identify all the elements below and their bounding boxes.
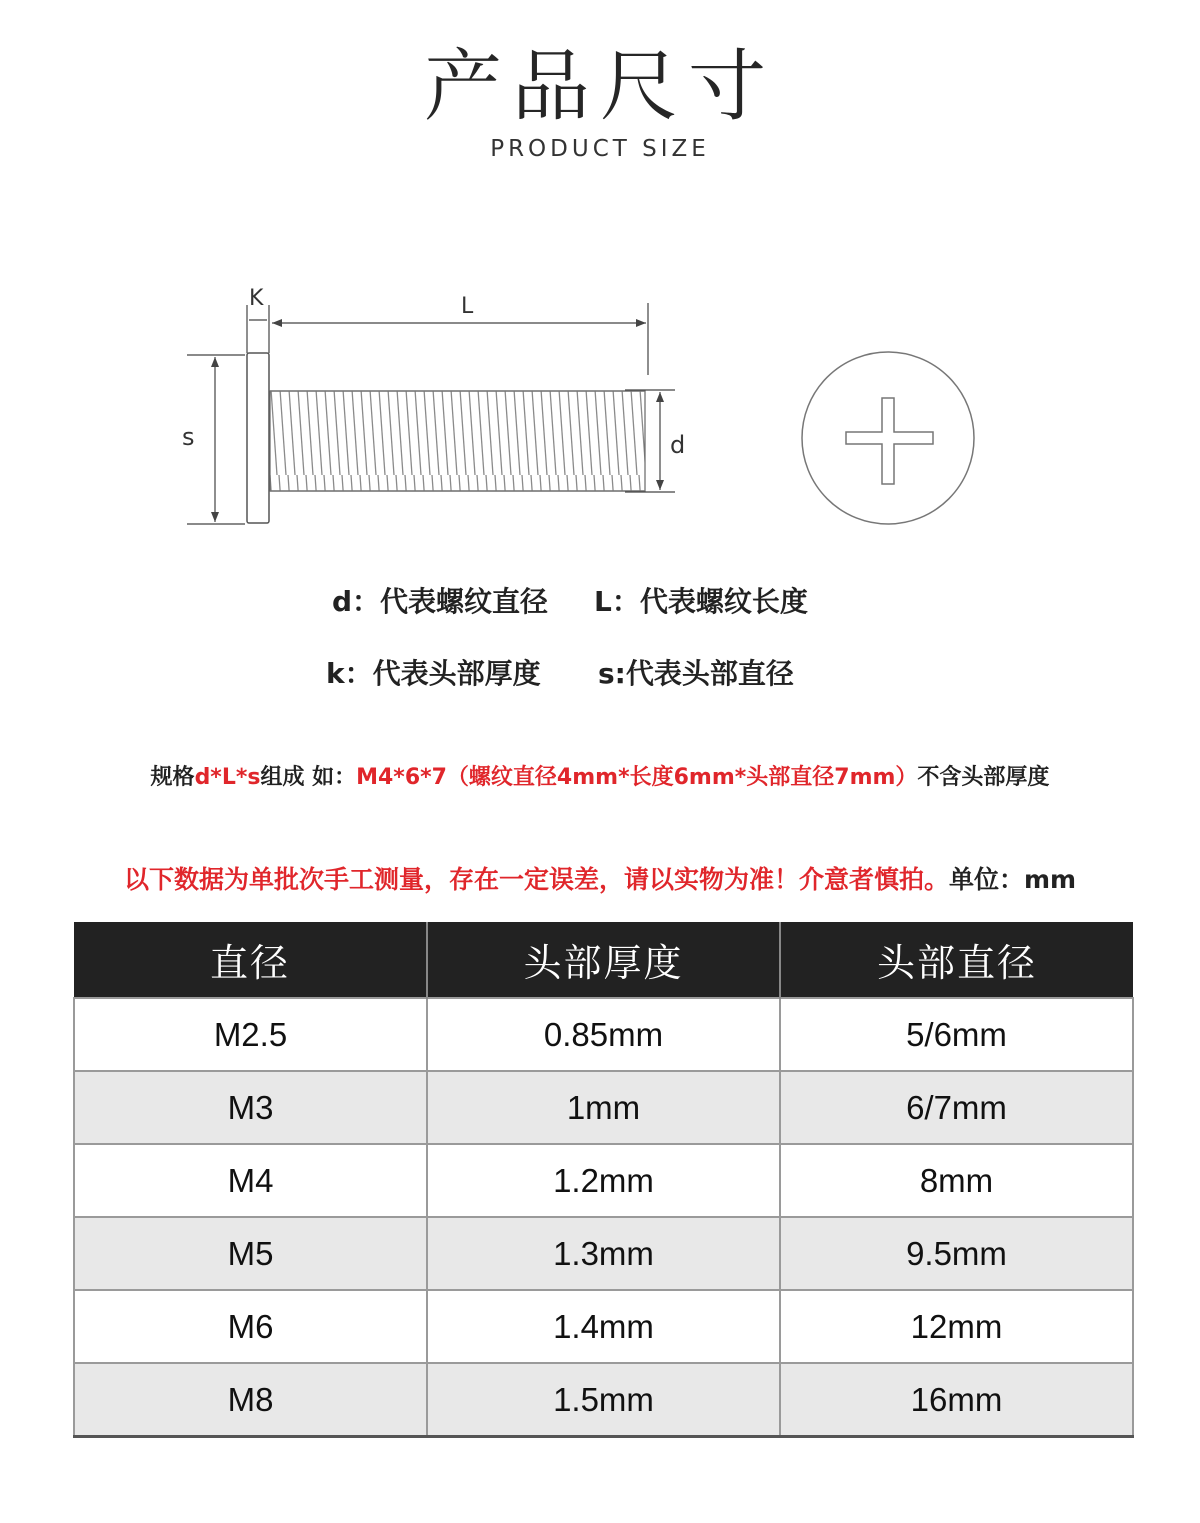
header-head-thickness: 头部厚度 bbox=[427, 922, 780, 998]
spec-prefix: 规格 bbox=[150, 765, 195, 790]
table-row bbox=[74, 1071, 1133, 1144]
cell-head-thickness: 1.5mm bbox=[427, 1363, 780, 1437]
table-row bbox=[74, 1290, 1133, 1363]
table-row bbox=[74, 1144, 1133, 1217]
spec-suffix: 不含头部厚度 bbox=[917, 765, 1050, 790]
cell-diameter: M6 bbox=[74, 1290, 427, 1363]
cell-head-thickness: 1.3mm bbox=[427, 1217, 780, 1290]
spec-example: M4*6*7（螺纹直径4mm*长度6mm*头部直径7mm） bbox=[356, 765, 918, 790]
label-s: s bbox=[182, 423, 195, 451]
cell-head-diameter: 5/6mm bbox=[780, 998, 1133, 1071]
table-row bbox=[74, 998, 1133, 1071]
measurement-note bbox=[0, 860, 1200, 896]
cell-head-thickness: 1mm bbox=[427, 1071, 780, 1144]
label-d: d bbox=[670, 431, 686, 459]
cell-head-thickness: 1.4mm bbox=[427, 1290, 780, 1363]
spec-formula: d*L*s bbox=[194, 765, 261, 790]
header-diameter: 直径 bbox=[74, 922, 427, 998]
screw-shank bbox=[270, 391, 645, 491]
cell-diameter: M8 bbox=[74, 1363, 427, 1437]
label-k: K bbox=[249, 286, 264, 311]
table-row bbox=[74, 1363, 1133, 1437]
note-unit: 单位：mm bbox=[948, 865, 1077, 894]
cell-head-diameter: 6/7mm bbox=[780, 1071, 1133, 1144]
note-warning: 以下数据为单批次手工测量，存在一定误差，请以实物为准！介意者慎拍。 bbox=[123, 865, 949, 894]
cell-head-thickness: 0.85mm bbox=[427, 998, 780, 1071]
legend-k: k：代表头部厚度 bbox=[326, 657, 541, 690]
screw-dimension-diagram bbox=[170, 275, 990, 545]
legend-l: L：代表螺纹长度 bbox=[594, 585, 808, 618]
cell-head-diameter: 12mm bbox=[780, 1290, 1133, 1363]
legend-s: s:代表头部直径 bbox=[598, 657, 794, 690]
spec-middle: 组成 如： bbox=[260, 765, 357, 790]
table-header-row bbox=[74, 922, 1133, 998]
cell-head-diameter: 16mm bbox=[780, 1363, 1133, 1437]
screw-head bbox=[247, 353, 269, 523]
legend-d: d：代表螺纹直径 bbox=[332, 585, 549, 618]
page-subtitle: PRODUCT SIZE bbox=[490, 136, 710, 162]
cell-head-thickness: 1.2mm bbox=[427, 1144, 780, 1217]
page-title: 产品尺寸 bbox=[423, 42, 776, 132]
cell-diameter: M5 bbox=[74, 1217, 427, 1290]
label-l: L bbox=[461, 294, 474, 319]
table-row bbox=[74, 1217, 1133, 1290]
spec-line bbox=[0, 760, 1200, 791]
cell-head-diameter: 8mm bbox=[780, 1144, 1133, 1217]
cell-diameter: M4 bbox=[74, 1144, 427, 1217]
cell-diameter: M3 bbox=[74, 1071, 427, 1144]
size-table bbox=[73, 922, 1134, 1438]
cell-diameter: M2.5 bbox=[74, 998, 427, 1071]
header-head-diameter: 头部直径 bbox=[780, 922, 1133, 998]
cell-head-diameter: 9.5mm bbox=[780, 1217, 1133, 1290]
